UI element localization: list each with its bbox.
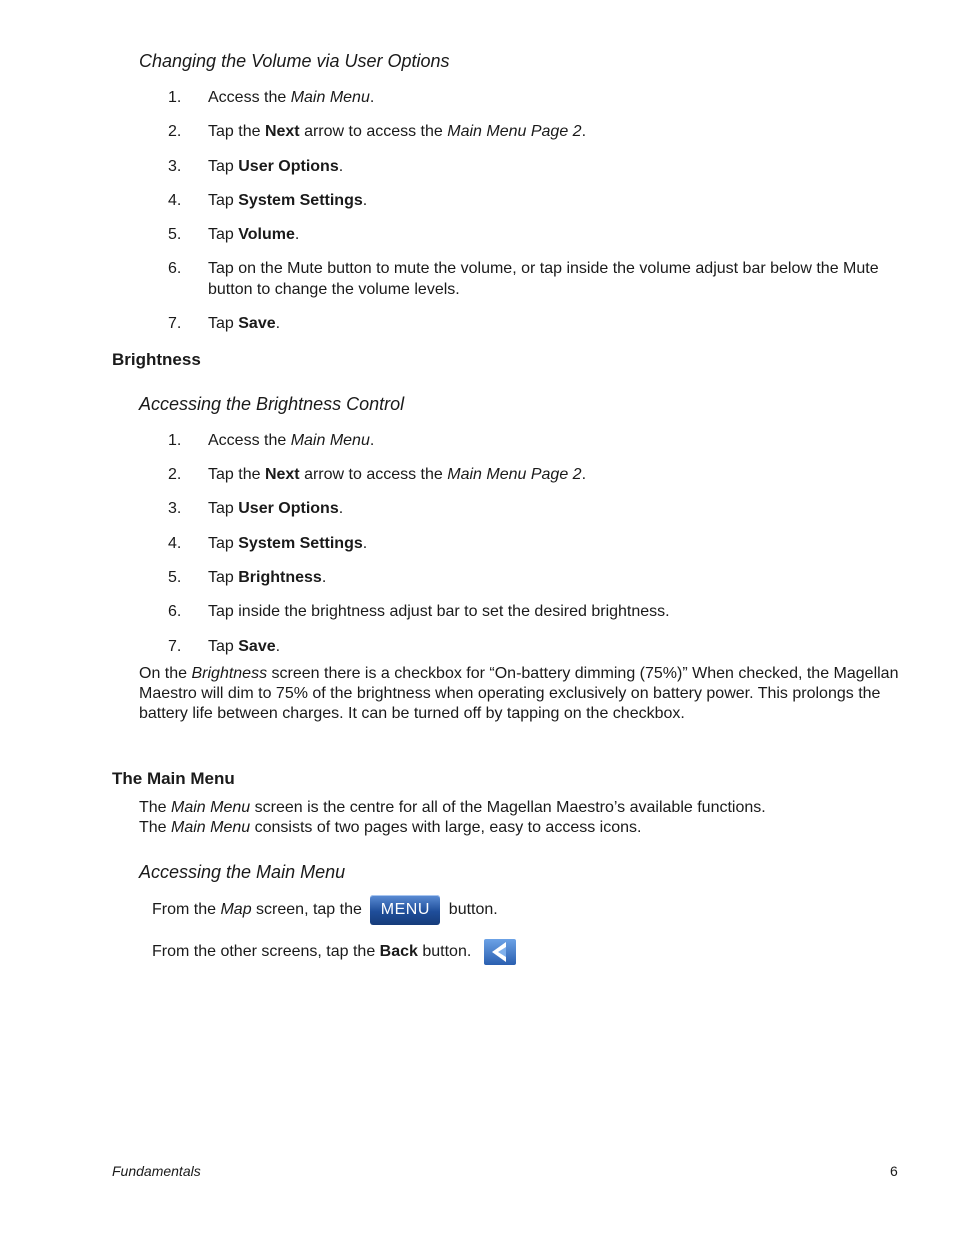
- step-number: 4.: [168, 535, 182, 552]
- back-instruction-line: From the other screens, tap the Back button.: [152, 938, 912, 966]
- step-number: 7.: [168, 315, 182, 332]
- main-menu-paragraph-2: The Main Menu consists of two pages with large, easy to access icons.: [139, 819, 642, 836]
- step-number: 3.: [168, 158, 182, 175]
- menu-button[interactable]: MENU: [370, 895, 440, 925]
- brightness-subhead: Accessing the Brightness Control: [139, 394, 405, 414]
- step-number: 1.: [168, 432, 182, 449]
- step-number: 5.: [168, 569, 182, 586]
- step-number: 6.: [168, 603, 182, 620]
- step-number: 2.: [168, 466, 182, 483]
- step-number: 1.: [168, 89, 182, 106]
- page-number: 6: [890, 1163, 898, 1179]
- step-number: 6.: [168, 260, 182, 277]
- brightness-paragraph: On the Brightness screen there is a checkbox for “On-battery dimming (75%)” When checked, the Magellan Maestro will dim to 75% of the brightness when operating exclusively on battery power. This prolongs the battery life between charges. It can be turned off by tapping on the checkbox.: [139, 665, 899, 722]
- back-arrow-icon: [484, 939, 516, 965]
- step-number: 7.: [168, 638, 182, 655]
- step-number: 4.: [168, 192, 182, 209]
- menu-instruction-line: From the Map screen, tap the MENU button.: [152, 894, 912, 926]
- brightness-heading: Brightness: [112, 350, 201, 369]
- main-menu-heading: The Main Menu: [112, 769, 235, 788]
- step-number: 3.: [168, 500, 182, 517]
- step-number: 5.: [168, 226, 182, 243]
- back-button[interactable]: [484, 939, 516, 965]
- main-menu-paragraph-1: The Main Menu screen is the centre for all of the Magellan Maestro’s available functions.: [139, 799, 766, 816]
- footer-section-name: Fundamentals: [112, 1163, 201, 1179]
- volume-subhead: Changing the Volume via User Options: [139, 51, 450, 71]
- main-menu-subhead: Accessing the Main Menu: [139, 862, 346, 882]
- step-number: 2.: [168, 123, 182, 140]
